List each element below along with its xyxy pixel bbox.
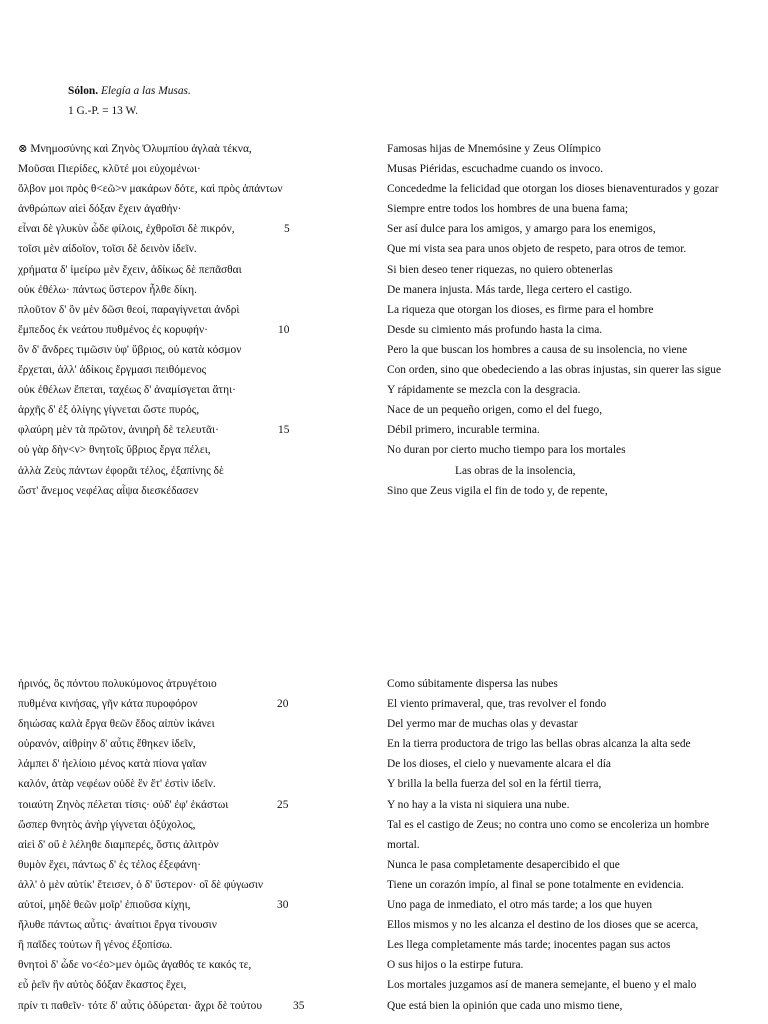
greek-verse-line	[18, 754, 348, 774]
greek-verse-text: ἀνθρώπων αἰεὶ δόξαν ἔχειν ἀγαθήν·	[18, 203, 182, 216]
spanish-translation-line: O sus hijos o la estirpe futura.	[387, 959, 524, 972]
greek-verse-line	[18, 955, 348, 975]
spanish-translation-line: El viento primaveral, que, tras revolver el fondo	[387, 698, 607, 711]
greek-verse-line	[18, 875, 348, 895]
spanish-translation-line: Tal es el castigo de Zeus; no contra uno como se encoleriza un hombre	[387, 818, 710, 831]
greek-verse-line	[18, 815, 348, 835]
greek-verse-text: ὥσπερ θνητὸς ἀνὴρ γίγνεται ὀξύχολος,	[18, 818, 196, 831]
greek-verse-line	[18, 280, 348, 300]
greek-verse-line	[18, 975, 348, 995]
greek-verse-text: πλοῦτον δ' ὃν μὲν δῶσι θεοί, παραγίγνεται ἀνδρὶ	[18, 303, 240, 316]
spanish-translation-line: Nace de un pequeño origen, como el del fuego,	[387, 404, 603, 417]
greek-verse-text: ἢ παῖδες τούτων ἢ γένος ἐξοπίσω.	[18, 939, 173, 952]
spanish-translation-line: Tiene un corazón impío, al final se pone totalmente en evidencia.	[387, 878, 684, 891]
greek-verse-text: φλαύρη μὲν τὰ πρῶτον, ἀνιηρὴ δὲ τελευτᾶι·	[18, 424, 219, 437]
greek-text-block-2	[18, 674, 348, 1016]
greek-verse-line	[18, 481, 348, 501]
greek-verse-text: ἠρινός, ὃς πόντου πολυκύμονος ἀτρυγέτοιο	[18, 678, 217, 690]
spanish-translation-line: Del yermo mar de muchas olas y devastar	[387, 718, 578, 731]
verse-number: 15	[278, 424, 290, 437]
greek-verse-text: τοιαύτη Ζηνὸς πέλεται τίσις· οὐδ' ἐφ' ἑκάστωι	[18, 798, 229, 811]
greek-verse-line	[18, 320, 348, 340]
greek-verse-line	[18, 461, 348, 481]
greek-verse-text: εἶναι δὲ γλυκὺν ὧδε φίλοις, ἐχθροῖσι δὲ πικρόν,	[18, 223, 235, 236]
spanish-translation-line: Concededme la felicidad que otorgan los dioses bienaventurados y gozar	[387, 183, 719, 196]
greek-verse-text: οὐ γὰρ δὴν<ν> θνητοῖς ὕβριος ἔργα πέλει,	[18, 444, 211, 457]
greek-verse-text: ἤλυθε πάντως αὖτις· ἀναίτιοι ἔργα τίνουσιν	[18, 919, 217, 932]
greek-verse-line	[18, 159, 348, 179]
greek-verse-line	[18, 239, 348, 259]
greek-verse-text: δηιώσας καλὰ ἔργα θεῶν ἕδος αἰπὺν ἱκάνει	[18, 718, 215, 731]
greek-verse-text: ⊗ Μνημοσύνης καὶ Ζηνὸς Ὀλυμπίου ἀγλαὰ τέκνα,	[18, 143, 252, 155]
greek-verse-text: αὐτοί, μηδὲ θεῶν μοῖρ' ἐπιοῦσα κίχηι,	[18, 899, 191, 912]
verse-number: 25	[277, 798, 289, 811]
spanish-translation-line: De los dioses, el cielo y nuevamente alcara el día	[387, 758, 611, 771]
greek-verse-line	[18, 420, 348, 440]
greek-verse-text: λάμπει δ' ἠελίοιο μένος κατὰ πίονα γαῖαν	[18, 758, 207, 771]
spanish-translation-line: De manera injusta. Más tarde, llega certero el castigo.	[387, 283, 633, 296]
greek-verse-text: χρήματα δ' ἱμείρω μὲν ἔχειν, ἀδίκως δὲ πεπᾶσθαι	[18, 263, 242, 276]
greek-verse-text: ἀρχῆς δ' ἐξ ὀλίγης γίγνεται ὥστε πυρός,	[18, 404, 200, 417]
greek-verse-text: ὄλβον μοι πρὸς θ<εῶ>ν μακάρων δότε, καὶ πρὸς ἁπάντων	[18, 183, 283, 196]
spanish-translation-line: En la tierra productora de trigo las bellas obras alcanza la alta sede	[387, 738, 691, 751]
verse-number: 5	[284, 223, 290, 236]
verse-number: 20	[277, 698, 289, 711]
greek-verse-line	[18, 199, 348, 219]
spanish-translation-line: Desde su cimiento más profundo hasta la cima.	[387, 323, 603, 336]
spanish-translation-line: Siempre entre todos los hombres de una buena fama;	[387, 203, 629, 216]
greek-verse-line	[18, 855, 348, 875]
spanish-translation-line: Ser así dulce para los amigos, y amargo para los enemigos,	[387, 223, 656, 236]
poem-title: Elegía a las Musas.	[100, 85, 191, 97]
greek-verse-text: πρίν τι παθεῖν· τότε δ' αὖτις ὀδύρεται· ἄχρι δὲ τούτου	[18, 999, 263, 1012]
spanish-translation-line: Si bien deseo tener riquezas, no quiero obtenerlas	[387, 263, 613, 276]
spanish-translation-line: Pero la que buscan los hombres a causa de su insolencia, no viene	[387, 343, 688, 356]
greek-verse-line	[18, 694, 348, 714]
greek-verse-line	[18, 835, 348, 855]
verse-number: 35	[293, 999, 305, 1012]
spanish-translation-line: Musas Piéridas, escuchadme cuando os invoco.	[387, 163, 604, 176]
greek-verse-text: θνητοὶ δ' ὧδε νο<έο>μεν ὁμῶς ἀγαθός τε κακός τε,	[18, 959, 252, 972]
greek-verse-text: ὃν δ' ἄνδρες τιμῶσιν ὑφ' ὕβριος, οὐ κατὰ κόσμον	[18, 343, 242, 356]
spanish-translation-line: Débil primero, incurable termina.	[387, 424, 540, 437]
greek-verse-line	[18, 734, 348, 754]
spanish-translation-block-1	[387, 139, 757, 501]
greek-verse-text: εὖ ῥεῖν ἣν αὐτὸς δόξαν ἕκαστος ἔχει,	[18, 979, 187, 992]
spanish-translation-line: Y brilla la bella fuerza del sol en la fértil tierra,	[387, 778, 602, 791]
greek-verse-line	[18, 795, 348, 815]
greek-verse-text: οὐκ ἐθέλω· πάντως ὕστερον ἦλθε δίκη.	[18, 283, 197, 296]
greek-verse-line	[18, 400, 348, 420]
spanish-translation-line: No duran por cierto mucho tiempo para los mortales	[387, 444, 626, 457]
spanish-translation-line: Y rápidamente se mezcla con la desgracia.	[387, 384, 581, 397]
greek-verse-line	[18, 996, 348, 1016]
greek-verse-text: τοῖσι μὲν αἰδοῖον, τοῖσι δὲ δεινὸν ἰδεῖν.	[18, 243, 197, 256]
greek-verse-text: πυθμένα κινήσας, γῆν κάτα πυροφόρον	[18, 698, 198, 711]
greek-verse-line	[18, 774, 348, 794]
title-line	[68, 81, 191, 101]
greek-verse-line	[18, 219, 348, 239]
greek-verse-line	[18, 714, 348, 734]
greek-text-block-1	[18, 139, 348, 501]
greek-verse-text: ἀλλ' ὁ μὲν αὐτίκ' ἔτεισεν, ὁ δ' ὕστερον· οἳ δὲ φύγωσιν	[18, 878, 264, 891]
greek-verse-line	[18, 895, 348, 915]
greek-verse-line	[18, 300, 348, 320]
greek-verse-text: ἔρχεται, ἀλλ' ἀδίκοις ἔργμασι πειθόμενος	[18, 364, 207, 377]
greek-verse-line	[18, 179, 348, 199]
greek-verse-line	[18, 440, 348, 460]
greek-verse-text: οὐκ ἐθέλων ἕπεται, ταχέως δ' ἀναμίσγεται ἄτηι·	[18, 384, 236, 397]
spanish-translation-line: Y no hay a la vista ni siquiera una nube.	[387, 798, 570, 811]
spanish-translation-line: Famosas hijas de Mnemósine y Zeus Olímpico	[387, 143, 601, 155]
spanish-translation-line: Uno paga de inmediato, el otro más tarde; a los que huyen	[387, 899, 653, 912]
greek-verse-text: καλόν, ἀτὰρ νεφέων οὐδὲ ἓν ἔτ' ἐστὶν ἰδεῖν.	[18, 778, 216, 791]
spanish-translation-line: La riqueza que otorgan los dioses, es firme para el hombre	[387, 303, 654, 316]
spanish-translation-line: Como súbitamente dispersa las nubes	[387, 678, 558, 690]
greek-verse-line	[18, 674, 348, 694]
greek-verse-text: ἔμπεδος ἐκ νεάτου πυθμένος ἐς κορυφήν·	[18, 323, 208, 336]
greek-verse-line	[18, 260, 348, 280]
greek-verse-text: οὐρανόν, αἰθρίην δ' αὖτις ἔθηκεν ἰδεῖν,	[18, 738, 196, 751]
greek-verse-text: ὥστ' ἄνεμος νεφέλας αἶψα διεσκέδασεν	[18, 484, 199, 497]
author-name: Sólon.	[68, 85, 99, 97]
spanish-translation-line: Que mi vista sea para unos objeto de respeto, para otros de temor.	[387, 243, 687, 256]
document-header	[68, 81, 191, 121]
greek-verse-line	[18, 340, 348, 360]
spanish-translation-line: Las obras de la insolencia,	[455, 464, 576, 477]
greek-verse-line	[18, 139, 348, 159]
greek-verse-text: Μοῦσαι Πιερίδες, κλῦτέ μοι εὐχομένωι·	[18, 163, 201, 176]
greek-verse-line	[18, 360, 348, 380]
spanish-translation-line: Les llega completamente más tarde; inocentes pagan sus actos	[387, 939, 671, 952]
greek-verse-text: θυμὸν ἔχει, πάντως δ' ἐς τέλος ἐξεφάνη·	[18, 858, 202, 871]
spanish-translation-line: Nunca le pasa completamente desapercibido el que	[387, 858, 620, 871]
spanish-translation-line: mortal.	[387, 838, 420, 851]
spanish-translation-line: Con orden, sino que obedeciendo a las obras injustas, sin querer las sigue	[387, 364, 722, 377]
spanish-translation-line: Que está bien la opinión que cada uno mismo tiene,	[387, 999, 623, 1012]
greek-verse-line	[18, 915, 348, 935]
greek-verse-text: ἀλλὰ Ζεὺς πάντων ἐφορᾶι τέλος, ἐξαπίνης δὲ	[18, 464, 224, 477]
reference-line: 1 G.-P. = 13 W.	[68, 105, 139, 117]
spanish-translation-line: Sino que Zeus vigila el fin de todo y, de repente,	[387, 484, 608, 497]
verse-number: 10	[278, 323, 290, 336]
spanish-translation-line: Ellos mismos y no les alcanza el destino de los dioses que se acerca,	[387, 919, 699, 932]
greek-verse-line	[18, 935, 348, 955]
spanish-translation-block-2	[387, 674, 757, 1016]
greek-verse-line	[18, 380, 348, 400]
spanish-translation-line: Los mortales juzgamos así de manera semejante, el bueno y el malo	[387, 979, 697, 992]
greek-verse-text: αἰεὶ δ' οὔ ἑ λέληθε διαμπερές, ὅστις ἀλιτρὸν	[18, 838, 219, 851]
verse-number: 30	[277, 899, 289, 912]
